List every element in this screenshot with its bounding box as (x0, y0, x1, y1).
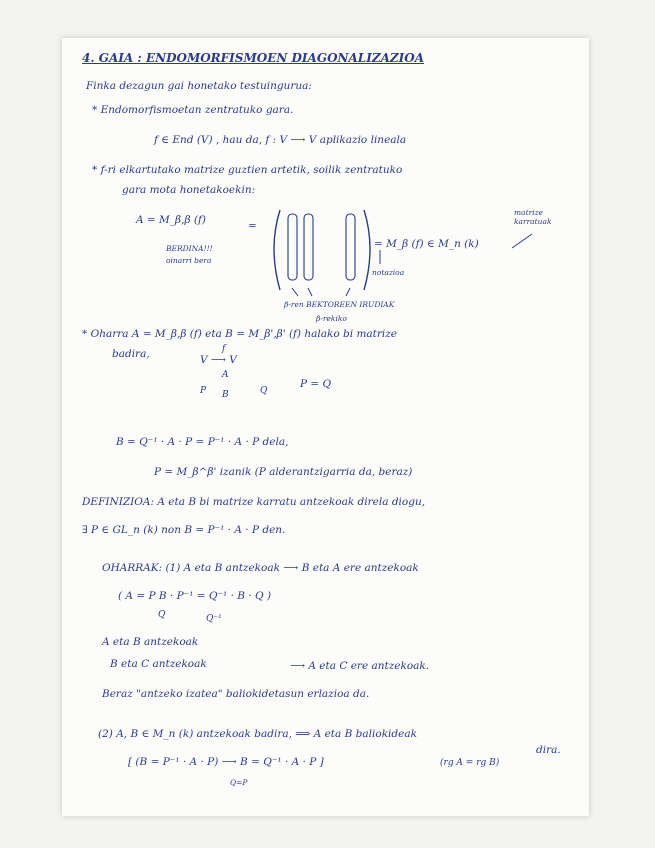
bullet-matrices-b: gara mota honetakoekin: (122, 184, 256, 196)
definizioa-line1: DEFINIZIOA: A eta B bi matrize karratu antzekoak direla diogu, (82, 496, 426, 508)
formula-end: f ∈ End (V) , hau da, f : V ⟶ V aplikazio lineala (154, 134, 407, 146)
matrix-label: A = M_β,β (f) (136, 214, 206, 226)
point2-line2: [ (B = P⁻¹ · A · P) ⟶ B = Q⁻¹ · A · P ] (128, 756, 324, 768)
oharra-line2: badira, (112, 348, 150, 360)
point2-qp: Q=P (230, 778, 248, 787)
page-title: 4. GAIA : ENDOMORFISMOEN DIAGONALIZAZIOA (82, 51, 425, 65)
bullet-matrices-a: * f-ri elkartutako matrize guztien artetik, soilik zentratuko (92, 164, 403, 176)
eq-B: B = Q⁻¹ · A · P = P⁻¹ · A · P dela, (116, 436, 289, 448)
matrize-karratuak-note: matrize karratuak (514, 208, 552, 226)
intro-text: Finka dezagun gai honetako testuingurua: (86, 80, 312, 92)
notazioa-note: notazioa (372, 268, 405, 277)
oharra-line1: * Oharra A = M_β,β (f) eta B = M_β',β' (f) halako bi matrize (82, 328, 398, 340)
bc-antzekoak: B eta C antzekoak (110, 658, 207, 670)
matrix-rhs: = M_β (f) ∈ M_n (k) (374, 238, 479, 250)
diagram-B: B (222, 390, 229, 400)
berdina-note: BERDINA!!! (166, 244, 213, 253)
oharrak-eq: ( A = P B · P⁻¹ = Q⁻¹ · B · Q ) (118, 590, 272, 602)
eq-P: P = M_β^β' izanik (P alderantzigarria da, beraz) (154, 466, 413, 478)
point2-dira: dira. (536, 744, 561, 756)
oharrak-q-inverse: Q⁻¹ (206, 614, 222, 624)
matrix-columns-diagram (62, 38, 589, 338)
diagram-top: V ⟶ V (200, 354, 237, 366)
bullet-endomorphism: * Endomorfismoetan zentratuko gara. (92, 104, 294, 116)
notebook-page (62, 38, 589, 816)
rekiko-note: β-rekiko (316, 314, 347, 323)
diagram-P: P (200, 386, 207, 396)
oharrak-line1: OHARRAK: (1) A eta B antzekoak ⟶ B eta A ere antzekoak (102, 562, 419, 574)
point2-line1: (2) A, B ∈ M_n (k) antzekoak badira, ⟹ A eta B baliokideak (98, 728, 417, 740)
ac-result: ⟶ A eta C ere antzekoak. (290, 660, 430, 672)
diagram-f: f (222, 344, 226, 354)
oinarri-bera-note: oinarri bera (166, 256, 212, 265)
matrix-eq: = (248, 220, 257, 232)
diagram-Q: Q (260, 386, 268, 396)
beraz-line: Beraz "antzeko izatea" baliokidetasun erlazioa da. (102, 688, 370, 700)
bektoreen-irudiak-note: β-ren BEKTOREEN IRUDIAK (284, 300, 395, 309)
definizioa-line2: ∃ P ∈ GL_n (k) non B = P⁻¹ · A · P den. (82, 524, 286, 536)
diagram-eq: P = Q (300, 378, 332, 390)
diagram-A: A (222, 370, 229, 380)
ab-antzekoak: A eta B antzekoak (102, 636, 199, 648)
oharrak-q: Q (158, 610, 166, 620)
point2-rank: (rg A = rg B) (440, 758, 500, 768)
